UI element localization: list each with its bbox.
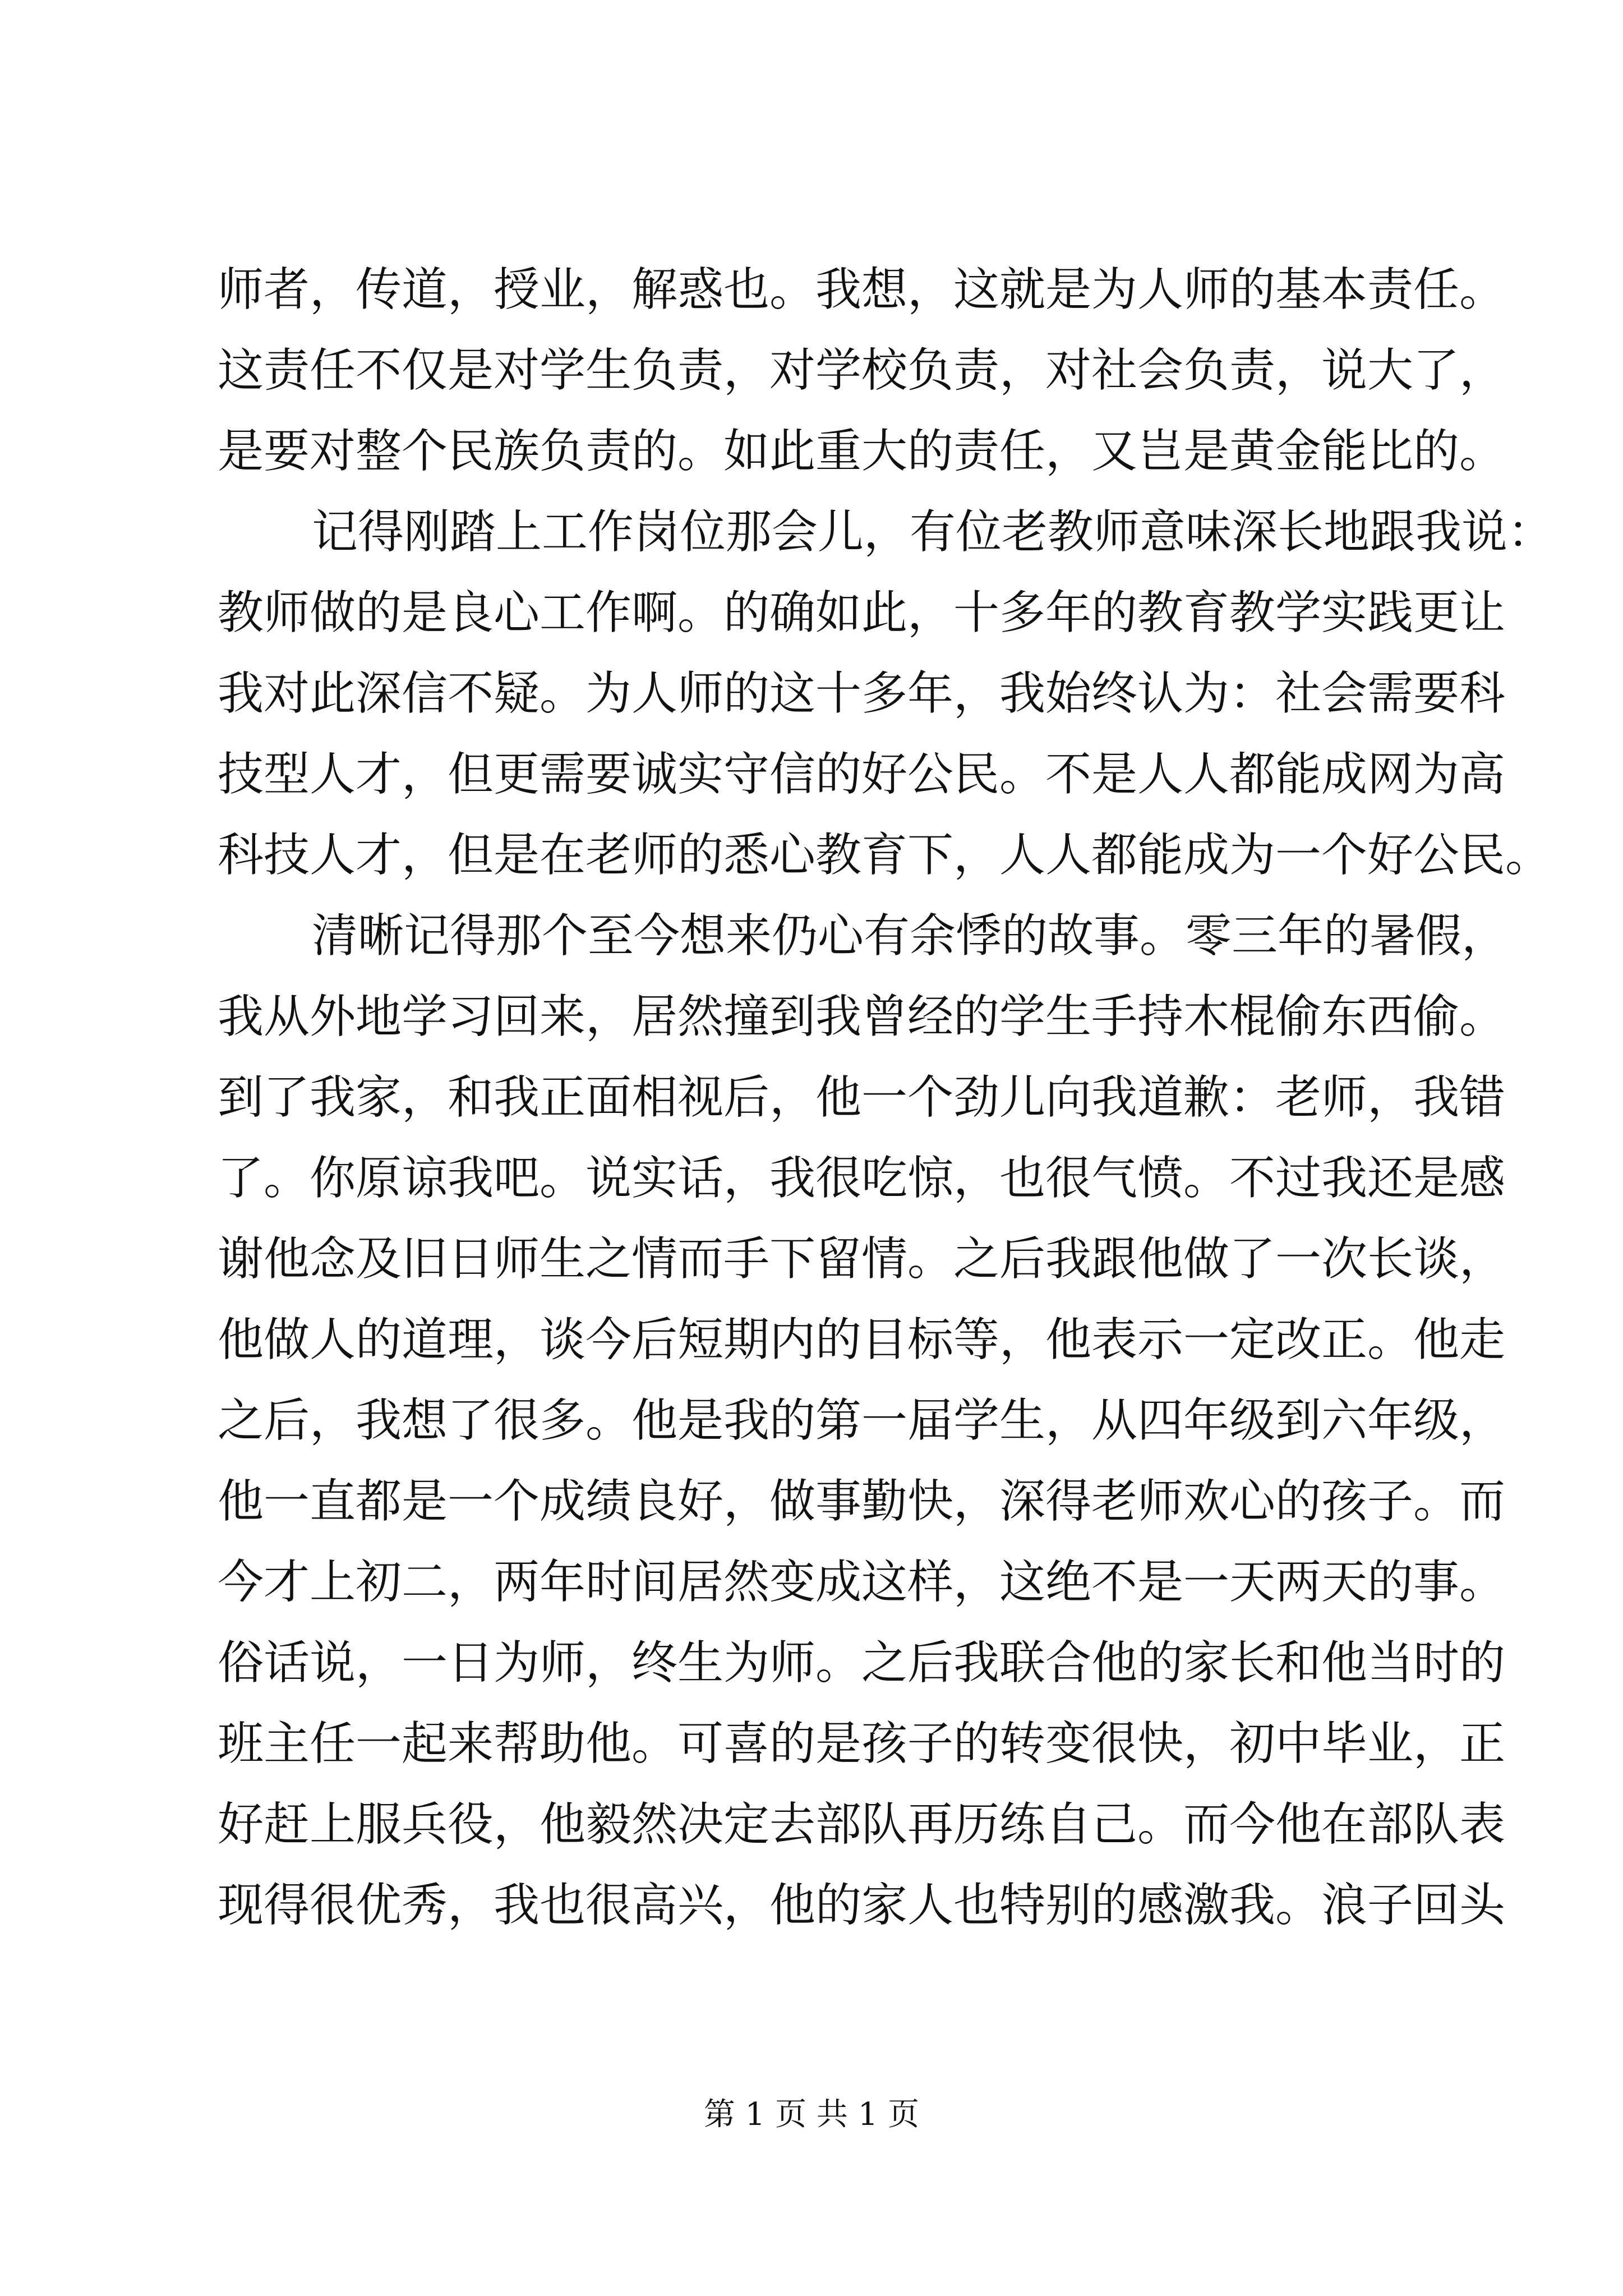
text-line: 好赶上服兵役，他毅然决定去部队再历练自己。而今他在部队表 xyxy=(218,1798,1506,1851)
text-line: 科技人才，但是在老师的悉心教育下，人人都能成为一个好公民。 xyxy=(218,829,1552,882)
page-number-footer: 第 1 页 共 1 页 xyxy=(703,2096,920,2133)
text-line: 我对此深信不疑。为人师的这十多年，我始终认为：社会需要科 xyxy=(218,667,1506,720)
text-line: 他做人的道理，谈今后短期内的目标等，他表示一定改正。他走 xyxy=(218,1313,1506,1366)
text-line: 他一直都是一个成绩良好，做事勤快，深得老师欢心的孩子。而 xyxy=(218,1475,1506,1528)
text-line: 清晰记得那个至今想来仍心有余悸的故事。零三年的暑假， xyxy=(312,909,1508,963)
text-line: 今才上初二，两年时间居然变成这样，这绝不是一天两天的事。 xyxy=(218,1556,1506,1609)
text-line: 技型人才，但更需要诚实守信的好公民。不是人人都能成网为高 xyxy=(218,748,1506,801)
text-line: 是要对整个民族负责的。如此重大的责任，又岂是黄金能比的。 xyxy=(218,425,1506,478)
text-line: 我从外地学习回来，居然撞到我曾经的学生手持木棍偷东西偷。 xyxy=(218,990,1506,1043)
text-line: 谢他念及旧日师生之情而手下留情。之后我跟他做了一次长谈， xyxy=(218,1232,1506,1286)
text-line: 师者，传道，授业，解惑也。我想，这就是为人师的基本责任。 xyxy=(218,263,1506,316)
text-line: 之后，我想了很多。他是我的第一届学生，从四年级到六年级， xyxy=(218,1394,1506,1447)
text-line: 教师做的是良心工作啊。的确如此，十多年的教育教学实践更让 xyxy=(218,586,1506,639)
text-line: 俗话说，一日为师，终生为师。之后我联合他的家长和他当时的 xyxy=(218,1636,1506,1690)
text-line: 班主任一起来帮助他。可喜的是孩子的转变很快，初中毕业，正 xyxy=(218,1717,1506,1770)
body-text xyxy=(218,250,1554,1946)
text-line: 到了我家，和我正面相视后，他一个劲儿向我道歉：老师，我错 xyxy=(218,1071,1506,1124)
text-line: 记得刚踏上工作岗位那会儿，有位老教师意味深长地跟我说： xyxy=(312,505,1554,559)
text-line: 这责任不仅是对学生负责，对学校负责，对社会负责，说大了， xyxy=(218,344,1506,397)
text-line: 了。你原谅我吧。说实话，我很吃惊，也很气愤。不过我还是感 xyxy=(218,1152,1506,1205)
text-line: 现得很优秀，我也很高兴，他的家人也特别的感激我。浪子回头 xyxy=(218,1879,1506,1932)
